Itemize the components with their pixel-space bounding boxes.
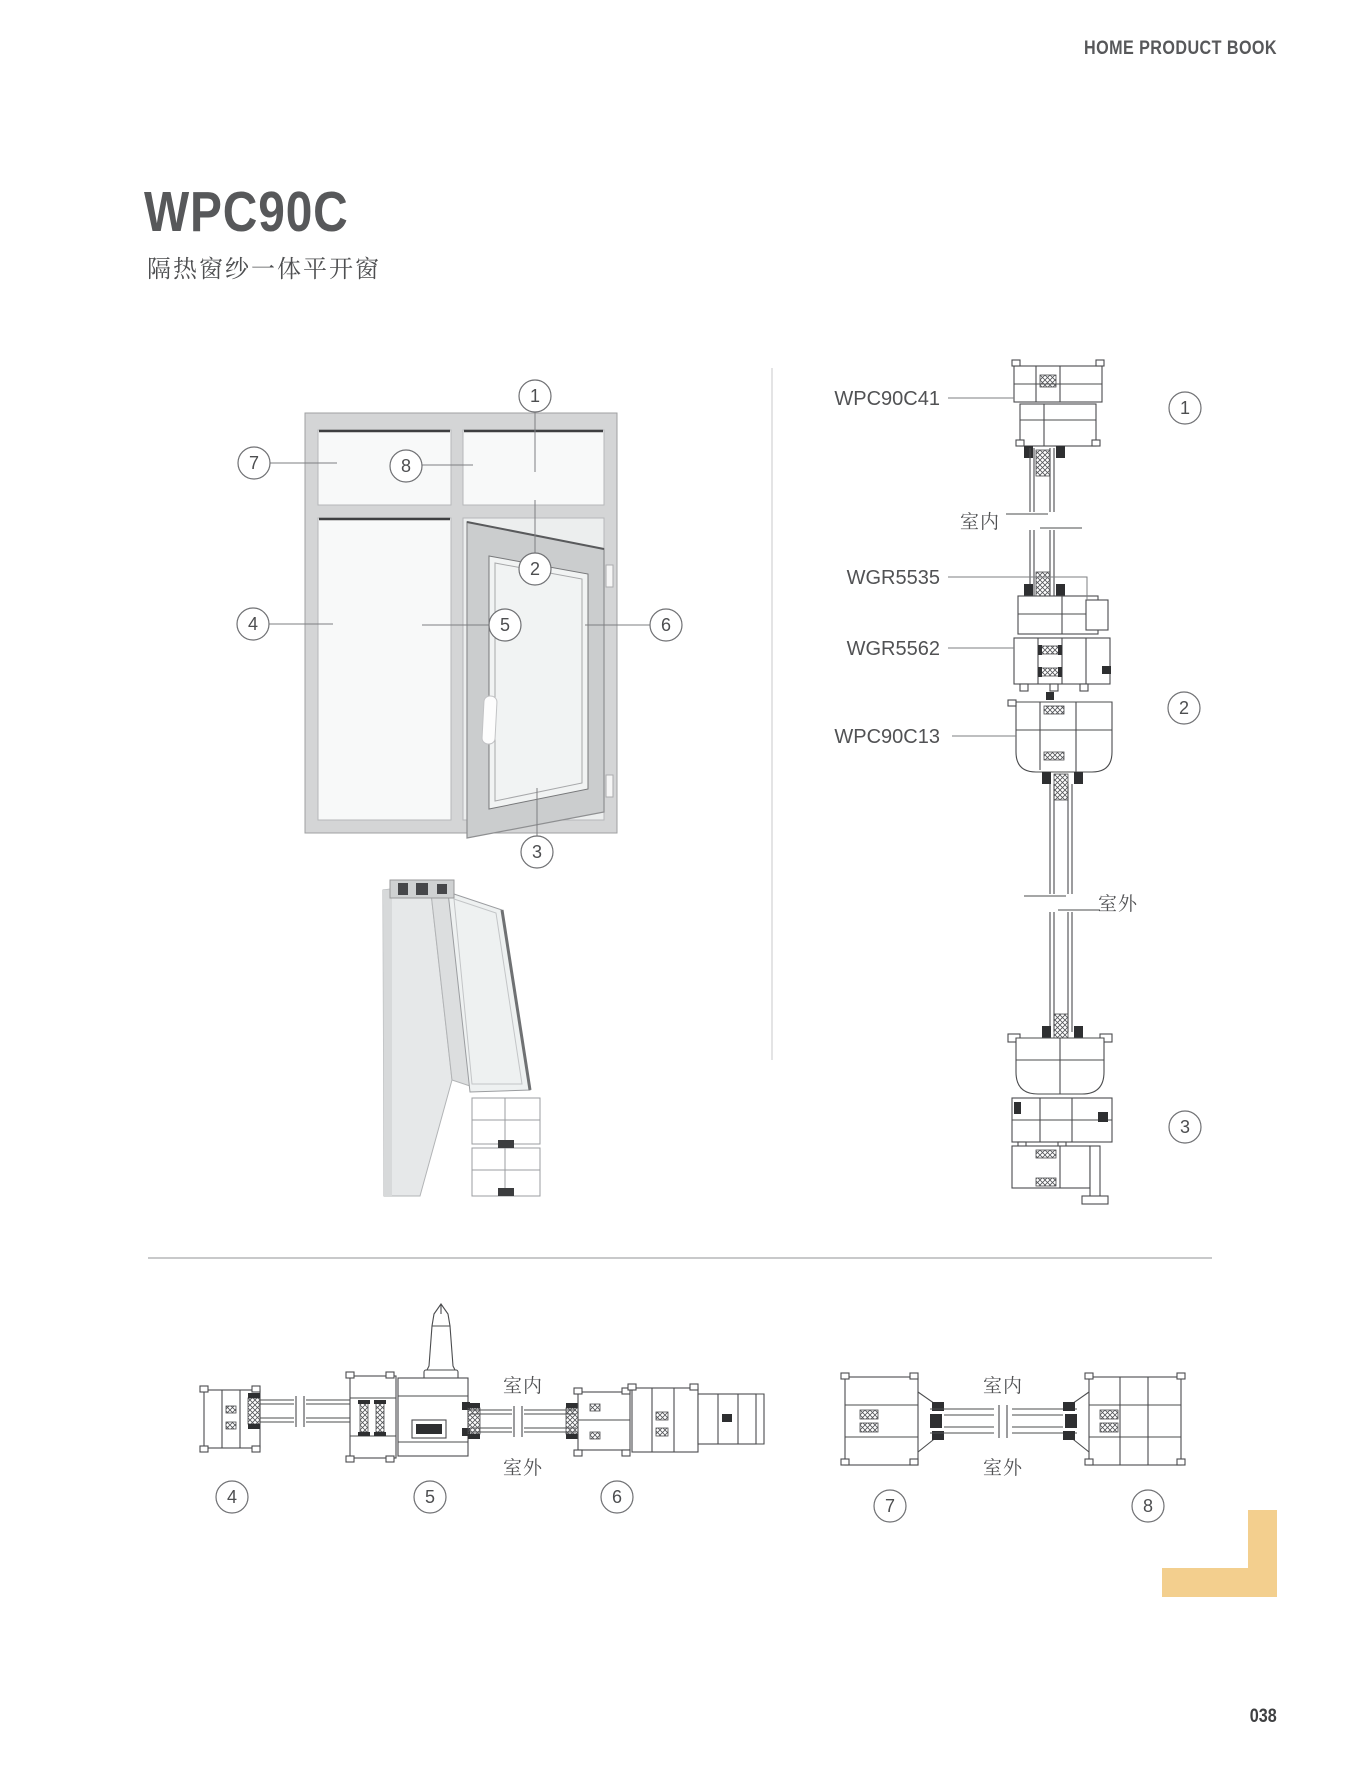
glass-spacer bbox=[1054, 774, 1068, 800]
label-indoor-left: 室内 bbox=[502, 1376, 544, 1397]
thermal-break-detail bbox=[498, 1188, 514, 1196]
label-indoor-vertical: 室内 bbox=[959, 512, 1000, 533]
label-outdoor-vertical: 室外 bbox=[1098, 894, 1139, 915]
glass-strip-b bbox=[468, 1403, 578, 1439]
product-subtitle: 隔热窗纱一体平开窗 bbox=[147, 256, 381, 283]
book-header-title: HOME PRODUCT BOOK bbox=[1084, 38, 1277, 59]
section-callout-2 bbox=[1168, 692, 1200, 724]
corner-accent bbox=[1162, 1510, 1277, 1597]
bottom-sill-assembly bbox=[1008, 1014, 1112, 1204]
hinge-bottom bbox=[606, 775, 613, 797]
sash-handle-section bbox=[426, 1304, 456, 1372]
fixed-glass-unit bbox=[930, 1405, 1077, 1438]
corner-accent-horizontal bbox=[1162, 1568, 1277, 1597]
window-pane-top-left bbox=[318, 430, 451, 505]
label-outdoor-right: 室外 bbox=[982, 1458, 1024, 1479]
svg-text:1: 1 bbox=[1179, 398, 1191, 418]
gasket bbox=[1042, 772, 1051, 784]
top-cut-detail bbox=[437, 884, 447, 894]
window-illustration bbox=[237, 380, 682, 868]
callout-4 bbox=[237, 608, 269, 640]
glass-break-indoor bbox=[1006, 514, 1082, 528]
section-callout-3 bbox=[1169, 1111, 1201, 1143]
fixed-jamb-profile-7 bbox=[841, 1373, 944, 1465]
svg-text:1: 1 bbox=[529, 386, 541, 406]
product-model-title: WPC90C bbox=[144, 180, 349, 244]
callout-2 bbox=[519, 553, 551, 585]
svg-text:8: 8 bbox=[400, 456, 412, 476]
profile-bar-shade bbox=[383, 889, 392, 1196]
svg-text:4: 4 bbox=[226, 1487, 238, 1507]
page-number: 038 bbox=[1250, 1706, 1277, 1727]
label-wpc90c41: WPC90C41 bbox=[834, 388, 940, 410]
svg-text:2: 2 bbox=[529, 559, 541, 579]
callout-6 bbox=[650, 609, 682, 641]
svg-text:5: 5 bbox=[424, 1487, 436, 1507]
svg-text:6: 6 bbox=[660, 615, 672, 635]
profile-3d-render bbox=[383, 880, 540, 1196]
svg-text:5: 5 bbox=[499, 615, 511, 635]
profile-wgr5562 bbox=[1014, 638, 1111, 691]
glass-break-outdoor bbox=[1024, 896, 1100, 910]
thermal-break-detail bbox=[498, 1140, 514, 1148]
svg-text:7: 7 bbox=[884, 1496, 896, 1516]
horizontal-section-right bbox=[841, 1373, 1185, 1522]
section-callout-6 bbox=[601, 1481, 633, 1513]
hinge-jamb-profile-6 bbox=[574, 1384, 764, 1456]
section-callout-8 bbox=[1132, 1490, 1164, 1522]
svg-text:7: 7 bbox=[248, 453, 260, 473]
callout-3 bbox=[521, 836, 553, 868]
mullion-sash-profile-5 bbox=[346, 1304, 470, 1462]
open-sash-glass bbox=[489, 556, 588, 809]
svg-text:3: 3 bbox=[531, 842, 543, 862]
callout-5 bbox=[489, 609, 521, 641]
horizontal-section-left bbox=[200, 1304, 764, 1513]
section-callout-4 bbox=[216, 1481, 248, 1513]
bottom-cut-section-upper bbox=[472, 1098, 540, 1144]
label-indoor-right: 室内 bbox=[982, 1376, 1024, 1397]
glass-strip-a bbox=[248, 1393, 362, 1429]
label-wpc90c13: WPC90C13 bbox=[834, 726, 940, 748]
label-outdoor-left: 室外 bbox=[502, 1458, 544, 1479]
callout-7 bbox=[238, 447, 270, 479]
section-callout-1 bbox=[1169, 392, 1201, 424]
svg-text:3: 3 bbox=[1179, 1117, 1191, 1137]
vertical-section-drawing bbox=[834, 360, 1201, 1204]
section-callout-7 bbox=[874, 1490, 906, 1522]
section-callout-5 bbox=[414, 1481, 446, 1513]
window-handle bbox=[482, 696, 497, 745]
profile-wpc90c41 bbox=[1012, 360, 1104, 476]
label-wgr5562: WGR5562 bbox=[846, 638, 940, 660]
svg-text:2: 2 bbox=[1178, 698, 1190, 718]
lower-glass-unit bbox=[1050, 784, 1072, 1032]
fixed-jamb-profile-8 bbox=[1063, 1373, 1185, 1465]
callout-1 bbox=[519, 380, 551, 412]
callout-8 bbox=[390, 450, 422, 482]
svg-text:8: 8 bbox=[1142, 1496, 1154, 1516]
top-cut-detail bbox=[398, 883, 408, 895]
gasket bbox=[1074, 772, 1083, 784]
label-wgr5535: WGR5535 bbox=[846, 567, 940, 589]
window-pane-bottom-left bbox=[318, 518, 451, 820]
svg-text:4: 4 bbox=[247, 614, 259, 634]
svg-text:6: 6 bbox=[611, 1487, 623, 1507]
profile-wgr5535 bbox=[1018, 572, 1108, 634]
window-pane-top-right bbox=[463, 430, 604, 505]
profile-wpc90c13 bbox=[1008, 692, 1112, 772]
top-cut-detail bbox=[416, 883, 428, 895]
hinge-top bbox=[606, 565, 613, 587]
